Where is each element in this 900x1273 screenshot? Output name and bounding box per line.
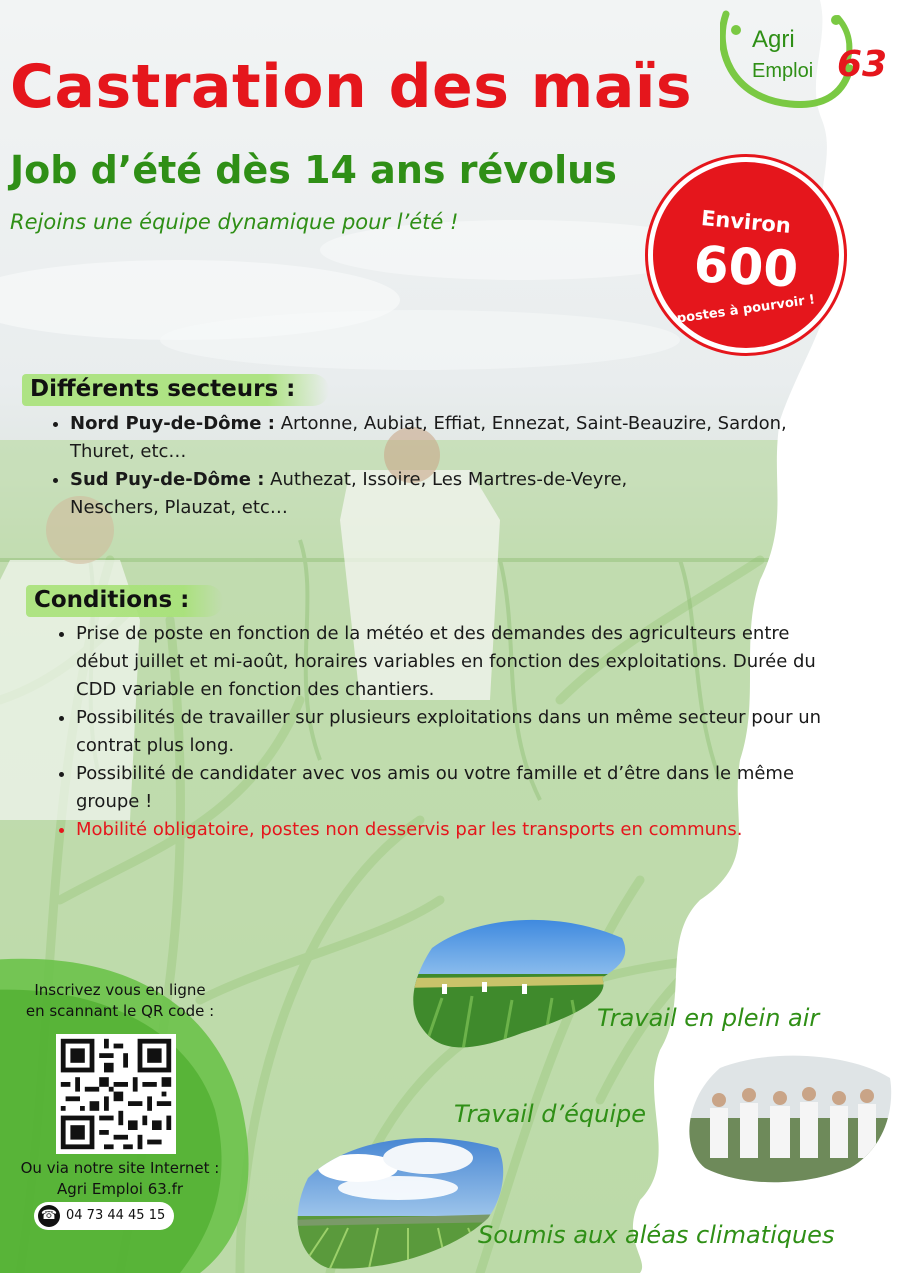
badge-label-bottom: postes à pourvoir !	[676, 292, 816, 327]
badge-label-top: Environ	[700, 206, 792, 238]
qr-code[interactable]	[56, 1034, 176, 1154]
caption-outdoor: Travail en plein air	[597, 1004, 820, 1032]
page-title: Castration des maïs	[10, 52, 693, 122]
caption-team: Travail d’équipe	[454, 1100, 646, 1128]
condition-item-warning: • Mobilité obligatoire, postes non desservis par les transports en communs.	[76, 816, 846, 844]
condition-item: • Possibilité de candidater avec vos amis ou votre famille et d’être dans le même groupe !	[76, 760, 806, 816]
photo-field-outdoor	[402, 908, 632, 1056]
logo-emploi: Emploi	[752, 60, 814, 82]
sectors-list	[48, 410, 810, 522]
caption-weather: Soumis aux aléas climatiques	[478, 1221, 835, 1249]
positions-badge	[653, 162, 839, 348]
sectors-heading-wrap	[22, 376, 329, 402]
sector-item-nord: • Nord Puy-de-Dôme : Artonne, Aubiat, Effiat, Ennezat, Saint-Beauzire, Sardon, Thuret, etc…	[70, 410, 810, 466]
conditions-list	[54, 620, 846, 844]
phone-pill[interactable]	[34, 1202, 174, 1230]
website-link[interactable]: Agri Emploi 63.fr	[56, 1180, 184, 1198]
sector-item-sud: • Sud Puy-de-Dôme : Authezat, Issoire, Les Martres-de-Veyre, Neschers, Plauzat, etc…	[70, 466, 720, 522]
condition-item: • Prise de poste en fonction de la météo et des demandes des agriculteurs entre début juillet et mi-août, horaires variables en fonction des exploitations. Durée du CDD variable en fonction des chantiers.	[76, 620, 846, 704]
condition-item: • Possibilités de travailler sur plusieurs exploitations dans un même secteur pour un contrat plus long.	[76, 704, 846, 760]
page-subtitle: Job d’été dès 14 ans révolus	[10, 148, 617, 192]
tagline: Rejoins une équipe dynamique pour l’été !	[10, 210, 459, 234]
apply-instructions: Inscrivez vous en ligne en scannant le QR code :	[25, 981, 215, 1020]
photo-team	[680, 1048, 895, 1188]
phone-number: 04 73 44 45 15	[66, 1208, 166, 1223]
website-info: Ou via notre site Internet : Agri Emploi 63.fr	[8, 1158, 232, 1200]
phone-icon: ☎	[38, 1205, 60, 1227]
logo-number: 63	[837, 44, 888, 85]
badge-count: 600	[692, 235, 800, 299]
conditions-heading-wrap	[26, 587, 223, 613]
photo-weather	[288, 1128, 508, 1273]
agri-emploi-logo	[720, 8, 895, 108]
logo-agri: Agri	[752, 26, 795, 53]
sectors-heading: Différents secteurs :	[22, 374, 329, 406]
conditions-heading: Conditions :	[26, 585, 223, 617]
